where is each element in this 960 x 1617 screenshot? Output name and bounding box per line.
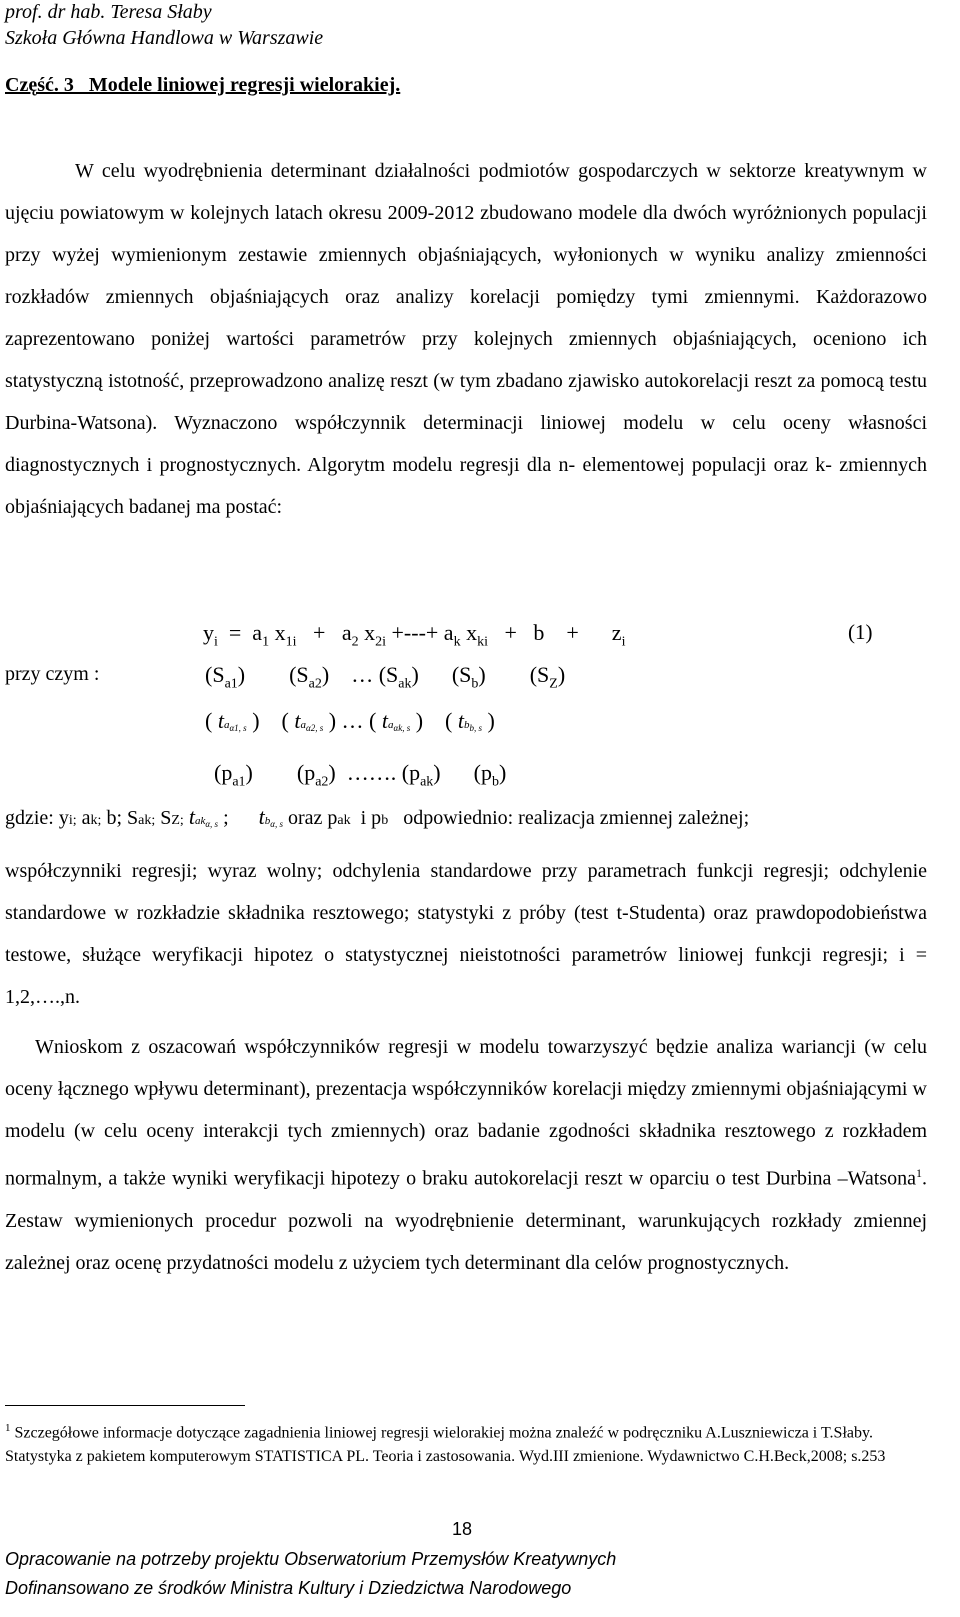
t-symbol: t [294,708,301,733]
header-institution: Szkoła Główna Handlowa w Warszawie [5,27,324,49]
ellipsis-long: …… [346,760,391,785]
footer-line-1: Opracowanie na potrzeby projektu Obserwatorium Przemysłów Kreatywnych [5,1549,617,1569]
t-symbol: t [217,708,224,733]
przy-czym-label: przy czym : [5,663,100,685]
gdzie-line: gdzie: yi; ak; b; Sak; SZ; tak$_{\alpha, s}$ ; $tb_{\alpha, s}$ oraz pak i pb odpowiednio: realizacja zmiennej zależnej; [5,804,750,830]
gdzie-i-p: i p [360,807,382,829]
page-number: 18 [452,1519,473,1539]
second-paragraph-part2: . Zestaw wymienionych procedur pozwoli na wyodrębnienie determinant, warunkujących rozkłady zmiennej zależnej oraz ocenę przydatności modelu z użyciem tych determinant dla celów prognostycznych. [5,1167,927,1274]
footnote-separator [5,1405,245,1406]
footnote-reference[interactable]: 1 [916,1166,922,1180]
section-title: Część. 3 Modele liniowej regresji wielorakiej. [5,74,401,96]
header-author: prof. dr hab. Teresa Słaby [5,1,212,23]
footnote-number: 1 [5,1422,11,1434]
gdzie-lead: gdzie: y [5,807,69,829]
footer-line-2: Dofinansowano ze środków Ministra Kultury i Dziedzictwa Narodowego [5,1578,572,1598]
gdzie-oraz: oraz p [287,807,338,829]
p-values-row: $(p_{a1})$ $(p_{a2})$ ……. $(p_{ak})$ $(p_b)$ [214,760,507,790]
t-symbol: t [381,708,388,733]
standard-errors-row: $(S_{a1})$ $(S_{a2})$ … $(S_{ak})$ $(S_b)$ $(S_Z)$ [205,662,566,692]
equation-main: $y_i = a_1$ $x_{1i} + a_2$ $x_{2i}$ +---+ $a_k$ $x_{ki} + b$ + $z_i$ [203,620,626,650]
ellipsis: … [341,708,364,733]
t-symbol: t [457,708,464,733]
gdzie-continuation: współczynniki regresji; wyraz wolny; odchylenia standardowe przy parametrach funkcji regresji; odchylenie standardowe w rozkładzie składnika resztowego; statystyki z próby (test t-Studenta) oraz prawdopodobieństwa testowe, służące weryfikacji hipotez o statystycznej nieistotności parametrów liniowej funkcji regresji; i = 1,2,….,n. [5,860,927,1008]
second-paragraph-part1: Wnioskom z oszacowań współczynników regresji w modelu towarzyszyć będzie analiza wariancji (w celu oceny łącznego wpływu determinant), prezentacja współczynników korelacji między zmiennymi objaśniającymi w modelu (w celu oceny interakcji tych zmiennych) oraz badanie zgodności składnika resztowego z rozkładem normalnym, a także wyniki weryfikacji hipotezy o braku autokorelacji reszt w oparciu o test Durbina –Watsona [5,1036,927,1190]
gdzie-tail: odpowiednio: realizacja zmiennej zależnej; [403,807,750,829]
ellipsis: … [351,662,374,687]
second-paragraph [5,1026,927,1284]
footnote [5,1416,927,1469]
t-statistics-row: ( $ta_{\alpha 1, s}$ ) ( $ta_{\alpha 2, s}$ ) … ( $ta_{\alpha k, s}$ ) ( $tb_{b, s}$ ) [205,708,495,734]
footnote-text: Szczegółowe informacje dotyczące zagadnienia liniowej regresji wielorakiej można znaleźć w podręczniku A.Luszniewicza i T.Słaby. Statystyka z pakietem komputerowym STATISTICA PL. Teoria i zastosowania. Wyd.III zmienione. Wydawnictwo C.H.Beck,2008; s.253 [5,1424,886,1466]
equation-number: (1) [848,620,873,644]
intro-paragraph: W celu wyodrębnienia determinant działalności podmiotów gospodarczych w sektorze kreatywnym w ujęciu powiatowym w kolejnych latach okresu 2009-2012 zbudowano modele dla dwóch wyróżnionych populacji przy wyżej wymienionym zestawie zmiennych objaśniających, wyłonionych w wyniku analizy zmienności rozkładów zmiennych objaśniających oraz analizy korelacji pomiędzy tymi zmiennymi. Każdorazowo zaprezentowano poniżej wartości parametrów przy kolejnych zmiennych objaśniających, oceniono ich statystyczną istotność, przeprowadzono analizę reszt (w tym zbadano zjawisko autokorelacji reszt za pomocą testu Durbina-Watsona). Wyznaczono współczynnik determinacji liniowej modelu w celu oceny własności diagnostycznych i prognostycznych. Algorytm modelu regresji dla n- elementowej populacji oraz k- zmiennych objaśniających badanej ma postać: [5,160,927,518]
